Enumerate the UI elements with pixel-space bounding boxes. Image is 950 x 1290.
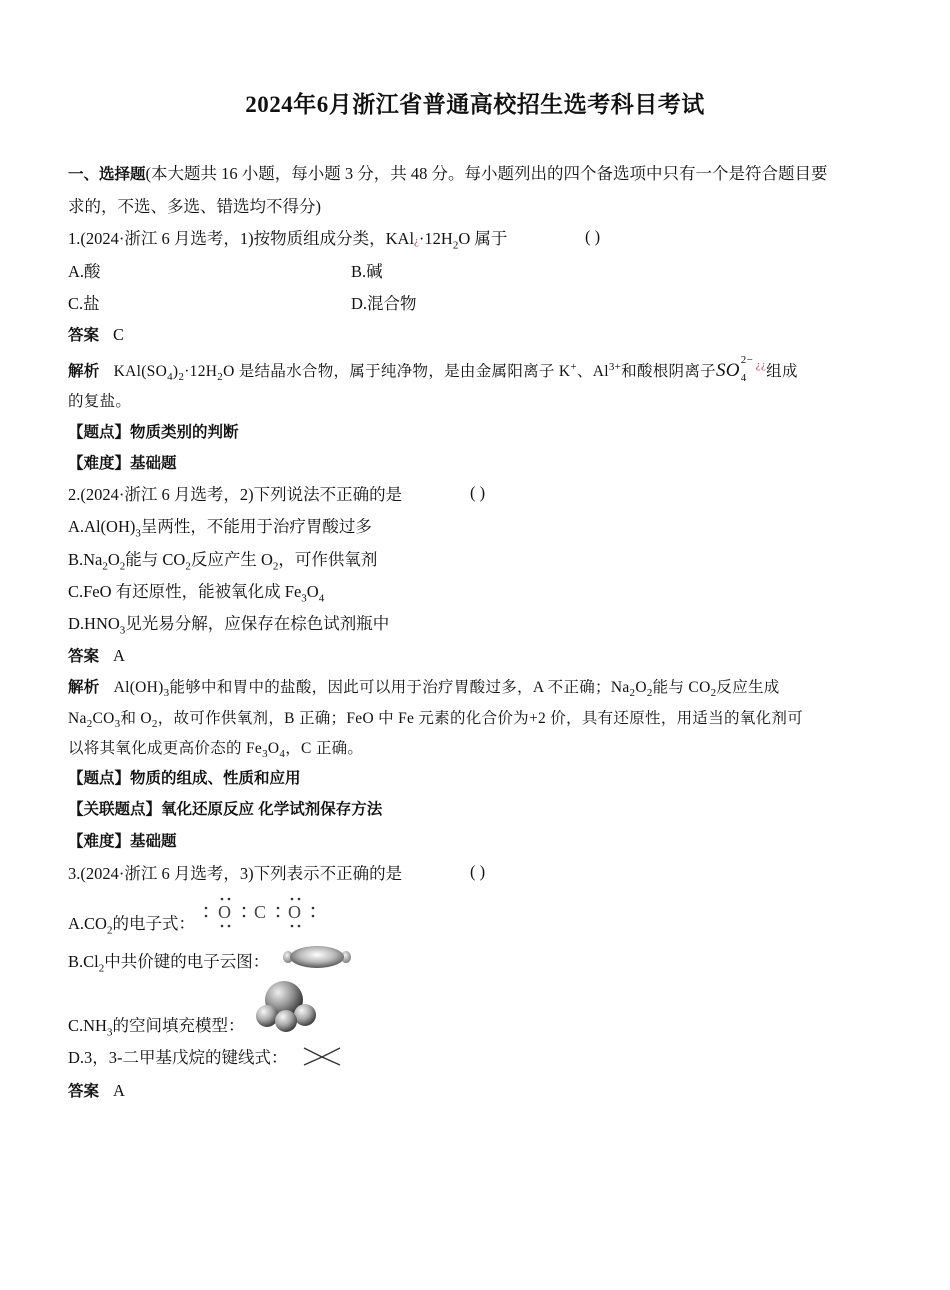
q1-exp-text: KAl(SO [113, 363, 168, 380]
q2-opt-text: ，可作供氧剂 [278, 550, 378, 569]
cl2-electron-cloud-image [282, 943, 352, 971]
sulfate-scripts: 2− 4 [740, 354, 754, 384]
q2-exp-text: 能够中和胃中的盐酸，因此可以用于治疗胃酸过多，A 不正确；Na [169, 679, 630, 696]
q2-opt-text: C.FeO 有还原性，能被氧化成 Fe [68, 582, 302, 601]
q2-opt-sub: 3 [119, 624, 126, 637]
q2-topic: 【题点】物质的组成、性质和应用 [68, 770, 301, 787]
q2-option-b [68, 548, 377, 572]
q1-difficulty: 【难度】基础题 [68, 455, 177, 472]
q2-exp-sub: 3 [163, 687, 170, 700]
q2-explanation-line2 [68, 707, 803, 731]
electron-atom-o2: O [288, 902, 301, 922]
q2-exp-sub: 2 [151, 718, 158, 731]
q2-opt-text: O [306, 582, 319, 601]
q2-option-a [68, 515, 372, 539]
q2-option-c [68, 580, 324, 604]
q2-exp-sub: 3 [114, 718, 121, 731]
q2-exp-sub: 2 [629, 687, 636, 700]
q2-exp-text: ，故可作供氧剂，B 正确；FeO 中 Fe 元素的化合价为+2 价，具有还原性，用适当的氧化剂可 [157, 710, 804, 727]
q3-opt-text: C.NH [68, 1016, 107, 1035]
q3-answer-blank: ( ) [470, 862, 486, 881]
electron-atom-o1: O [218, 902, 231, 922]
q1-option-b: B.碱 [351, 262, 383, 281]
q2-exp-sub: 2 [86, 718, 93, 731]
q1-answer-row [68, 323, 124, 348]
q1-answer-blank: ( ) [585, 227, 601, 246]
q2-opt-text: 见光易分解，应保存在棕色试剂瓶中 [125, 614, 390, 633]
q2-opt-sub: 2 [272, 560, 279, 573]
section-desc-2: 求的，不选、多选、错选均不得分) [68, 197, 321, 216]
q3-opt-sub: 3 [106, 1026, 113, 1039]
q2-answer-row [68, 644, 125, 669]
q1-exp-sub: 2 [217, 371, 224, 384]
q2-explanation-line1 [68, 676, 780, 700]
q1-exp-text: 、Al [576, 363, 609, 380]
q3-opt-sub: 2 [98, 962, 105, 975]
q1-exp-text: ·12H [184, 363, 218, 380]
q2-exp-text: CO [92, 710, 115, 727]
q2-exp-sub: 4 [279, 748, 286, 761]
q2-exp-text: 以将其氧化成更高价态的 Fe [68, 740, 263, 757]
answer-label: 答案 [68, 648, 100, 665]
q2-opt-sub: 4 [318, 592, 325, 605]
q3-answer: A [113, 1081, 125, 1100]
electron-dots [200, 896, 320, 930]
skeletal-formula-image [302, 1045, 344, 1067]
q2-exp-sub: 2 [646, 687, 653, 700]
q3-option-a [68, 912, 195, 936]
q3-answer-row [68, 1079, 125, 1104]
q1-exp-text: 和酸根阴离子 [621, 363, 716, 380]
q2-opt-sub: 2 [185, 560, 191, 573]
q2-exp-text: ，C 正确。 [285, 740, 364, 757]
q2-answer: A [113, 646, 125, 665]
q1-exp-text: ) [172, 363, 179, 380]
section-desc-1: (本大题共 16 小题，每小题 3 分，共 48 分。每小题列出的四个备选项中只有一个是符合题目要 [145, 164, 828, 183]
sulfate-garbled-glyph: ¿¿ [755, 359, 767, 371]
q2-opt-text: 反应产生 O [190, 550, 273, 569]
q1-exp-sup: 3+ [608, 360, 622, 373]
q2-stem: 2.(2024·浙江 6 月选考，2)下列说法不正确的是 [68, 485, 403, 504]
q1-option-a: A.酸 [68, 262, 101, 281]
analysis-label: 解析 [68, 679, 100, 696]
q1-exp-sup: + [570, 360, 577, 373]
q2-exp-text: 能与 CO [652, 679, 711, 696]
q2-explanation-line3 [68, 737, 363, 761]
q3-opt-text: 的空间填充模型： [112, 1016, 245, 1035]
q2-exp-text: Al(OH) [113, 679, 164, 696]
q2-opt-text: A.Al(OH) [68, 517, 136, 536]
q1-explanation-line2: 的复盐。 [68, 393, 132, 410]
section-intro-line1 [68, 162, 828, 187]
q2-exp-text: O [267, 740, 280, 757]
q3-option-d: D.3，3-二甲基戊烷的键线式： [68, 1048, 288, 1067]
electron-atom-c: C [254, 902, 267, 922]
q2-exp-sub: 3 [262, 748, 268, 761]
q1-exp-text: O 是结晶水合物，属于纯净物，是由金属阳离子 K [223, 363, 571, 380]
q3-stem: 3.(2024·浙江 6 月选考，3)下列表示不正确的是 [68, 864, 403, 883]
q1-exp-text: 组成 [766, 363, 798, 380]
q2-opt-text: 呈两性，不能用于治疗胃酸过多 [140, 517, 372, 536]
q1-answer: C [113, 325, 125, 344]
q3-opt-sub: 2 [106, 924, 113, 937]
q1-option-c: C.盐 [68, 294, 100, 313]
q2-opt-text: O [107, 550, 120, 569]
q1-topic: 【题点】物质类别的判断 [68, 424, 239, 441]
q1-stem-text: 1.(2024·浙江 6 月选考，1)按物质组成分类，KAl [68, 229, 415, 248]
q2-answer-blank: ( ) [470, 483, 486, 502]
q2-opt-text: B.Na [68, 550, 103, 569]
q3-opt-text: 中共价键的电子云图： [104, 952, 270, 971]
q1-sub: 2 [452, 239, 459, 252]
co2-electron-formula [200, 896, 320, 930]
q2-exp-sub: 2 [710, 687, 717, 700]
q3-option-c [68, 1014, 244, 1038]
q3-opt-text: 的电子式： [112, 914, 195, 933]
section-heading: 一、选择题 [68, 166, 146, 183]
q2-difficulty: 【难度】基础题 [68, 833, 177, 850]
q2-option-d [68, 612, 389, 636]
q1-stem-text-3: O 属于 [458, 229, 508, 248]
q2-opt-text: D.HNO [68, 614, 120, 633]
answer-label: 答案 [68, 327, 100, 344]
q2-exp-text: 和 O [120, 710, 152, 727]
sulfate-formula: SO [715, 360, 740, 381]
q1-exp-sub: 2 [178, 371, 185, 384]
q3-opt-text: A.CO [68, 914, 107, 933]
q3-option-b [68, 950, 269, 974]
page-title: 2024年6月浙江省普通高校招生选考科目考试 [245, 92, 705, 117]
q1-garbled-glyph: ¿ [414, 235, 419, 247]
q2-opt-sub: 2 [119, 560, 126, 573]
q3-opt-text: B.Cl [68, 952, 99, 971]
q1-stem-text-2: ·12H [418, 229, 453, 248]
analysis-label: 解析 [68, 363, 100, 380]
q1-explanation-line1 [68, 354, 798, 385]
answer-label: 答案 [68, 1083, 100, 1100]
q2-exp-text: Na [68, 710, 87, 727]
q2-related-topic: 【关联题点】氧化还原反应 化学试剂保存方法 [68, 801, 383, 818]
q2-opt-sub: 2 [102, 560, 108, 573]
q1-option-d: D.混合物 [351, 294, 417, 313]
q1-stem [68, 227, 507, 253]
q2-exp-text: 反应生成 [716, 679, 780, 696]
q2-exp-text: O [635, 679, 647, 696]
nh3-space-filling-model-image [254, 980, 318, 1034]
q2-opt-sub: 3 [135, 527, 141, 540]
q1-exp-sub: 4 [167, 371, 173, 384]
q2-opt-sub: 3 [301, 592, 307, 605]
q2-opt-text: 能与 CO [125, 550, 186, 569]
